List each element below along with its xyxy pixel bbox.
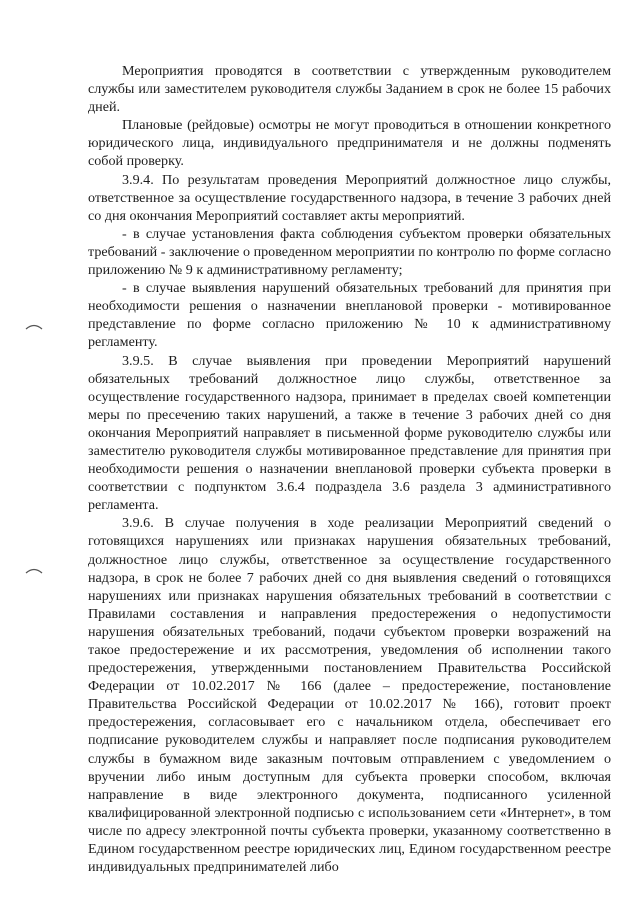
paragraph-3-9-4: 3.9.4. По результатам проведения Мероприятий должностное лицо службы, ответственное за осуществление государственного надзора, в течение 3 рабочих дней со дня окончания Мероприятий составляет акты мероприятий. [88,171,611,224]
paragraph-compliance-conclusion: - в случае установления факта соблюдения субъектом проверки обязательных требований - заключение о проведенном мероприятии по контролю по форме согласно приложению № 9 к административному регламенту; [88,225,611,279]
paragraph-raid-inspections: Плановые (рейдовые) осмотры не могут проводиться в отношении конкретного юридического лица, индивидуального предпринимателя и не должны подменять собой проверку. [88,117,611,170]
paragraph-motivated-representation: - в случае выявления нарушений обязательных требований для принятия при необходимости решения о назначении внеплановой проверки - мотивированное представление по форме согласно приложению № 10 к административному регламенту. [88,280,611,351]
paragraph-3-9-5: 3.9.5. В случае выявления при проведении Мероприятий нарушений обязательных требований должностное лицо службы, ответственное за осуществление государственного надзора, принимает в пределах своей компетенции меры по пресечению таких нарушений, а также в течение 3 рабочих дней со дня окончания Мероприятий направляет в письменной форме руководителю службы или заместителю руководителя службы мотивированное представление для принятия при необходимости решения о назначении внеплановой проверки субъекта проверки в соответствии с подпунктом 3.6.4 подраздела 3.6 раздела 3 административного регламента. [88,352,611,514]
document-body [88,62,611,876]
paragraph-events-deadline: Мероприятия проводятся в соответствии с утвержденным руководителем службы или заместителем руководителя службы Заданием в срок не более 15 рабочих дней. [88,63,611,116]
margin-hole-mark-upper [25,322,43,330]
margin-hole-mark-lower [25,566,43,574]
paragraph-3-9-6: 3.9.6. В случае получения в ходе реализации Мероприятий сведений о готовящихся нарушениях или признаках нарушения обязательных требований, должностное лицо службы, ответственное за осуществление государственного надзора, в срок не более 7 рабочих дней со дня выявления сведений о готовящихся нарушениях или признаках нарушения обязательных требований в соответствии с Правилами составления и направления предостережения о недопустимости нарушения обязательных требований, подачи субъектом проверки возражений на такое предостережение и их рассмотрения, уведомления об исполнении такого предостережения, утвержденными постановлением Правительства Российской Федерации от 10.02.2017 № 166 (далее – предостережение, постановление Правительства Российской Федерации от 10.02.2017 № 166), готовит проект предостережения, согласовывает его с начальником отдела, обеспечивает его подписание руководителем службы и направляет после подписания руководителем службы в бумажном виде заказным почтовым отправлением с уведомлением о вручении либо иным доступным для субъекта проверки способом, включая направление в виде электронного документа, подписанного усиленной квалифицированной электронной подписью с использованием сети «Интернет», в том числе по адресу электронной почты субъекта проверки, указанному соответственно в Едином государственном реестре юридических лиц, Едином государственном реестре индивидуальных предпринимателей либо [88,515,611,876]
